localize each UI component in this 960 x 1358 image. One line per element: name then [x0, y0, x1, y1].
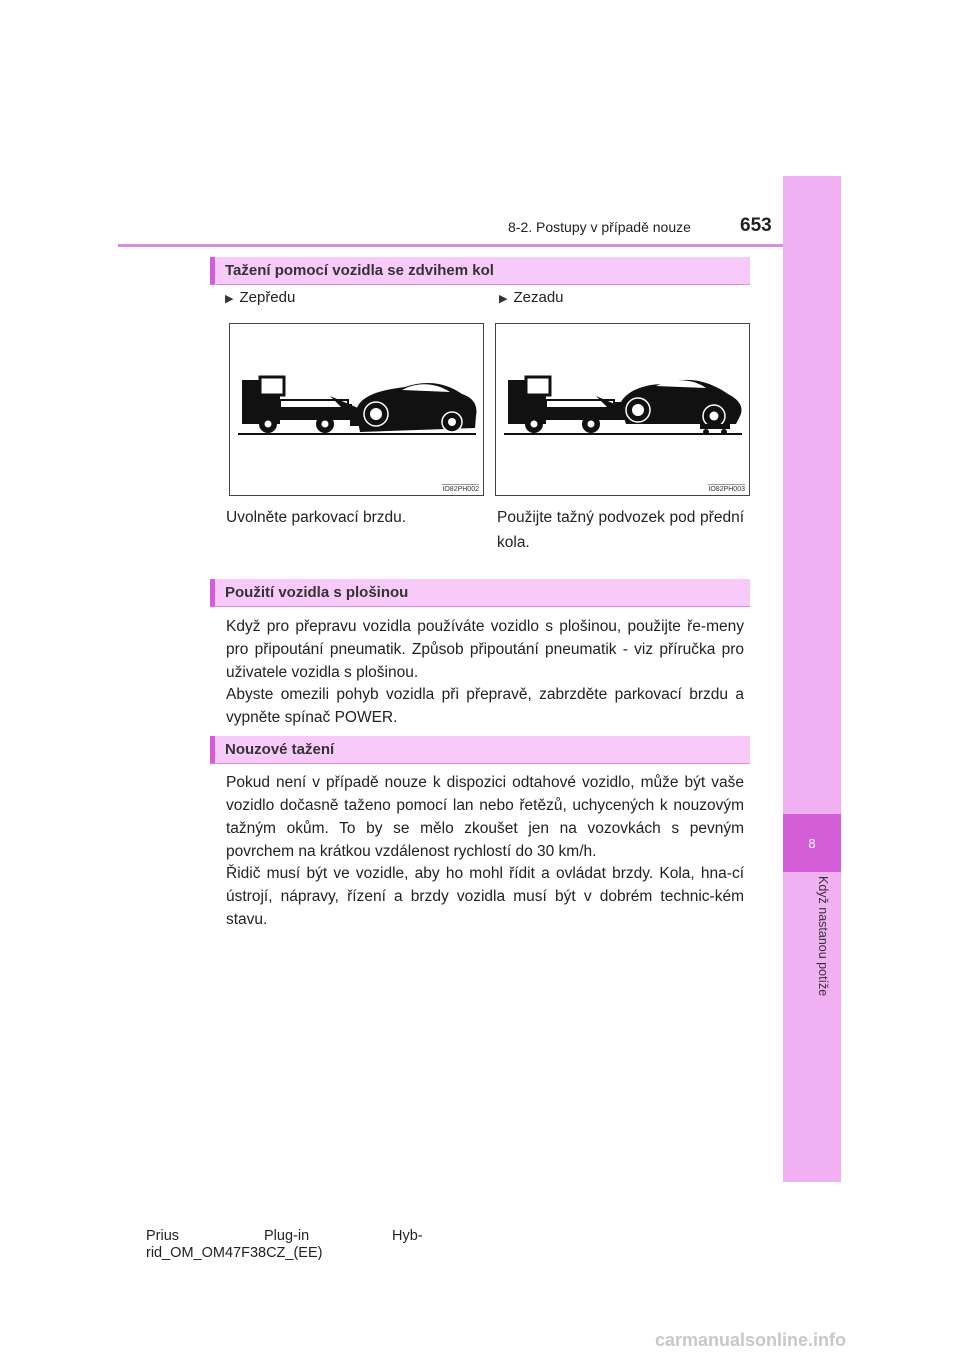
figure-label-text: Zezadu [513, 289, 564, 306]
page-number: 653 [740, 215, 772, 236]
tow-truck-front-illustration [230, 324, 483, 495]
section-heading-wheel-lift [210, 257, 750, 285]
figure-caption-front: Uvolněte parkovací brzdu. [226, 509, 407, 526]
chapter-side-tab [783, 176, 841, 1182]
chapter-number-box [783, 814, 841, 872]
figure-caption-rear: Použijte tažný podvozek pod přední kola. [497, 509, 744, 551]
footer-word: rid_OM_OM47F38CZ_(EE) [146, 1245, 323, 1261]
figure-label-rear [499, 289, 564, 306]
figure-code: IO82PH003 [708, 486, 745, 493]
paragraph-emergency-driver: Řidič musí být ve vozidle, aby ho mohl řídit a ovládat brzdy. Kola, hna-cí ústrojí, nápravy, řízení a brzdy vozidla musí být v dobrém technic-kém stavu. [226, 865, 744, 928]
section-heading-text: Tažení pomocí vozidla se zdvihem kol [225, 262, 494, 279]
footer-word: Hyb- [392, 1228, 423, 1244]
figure-label-front [225, 289, 295, 306]
paragraph-flatbed-straps: Když pro přepravu vozidla používáte vozidlo s plošinou, použijte ře-meny pro připoutání pneumatik. Způsob připoutání pneumatik - viz příručka pro uživatele vozidla s plošinou. [226, 618, 744, 681]
header-rule [118, 244, 783, 247]
footer-word: Prius [146, 1228, 180, 1244]
triangle-bullet-icon: ▶ [499, 293, 508, 305]
watermark: carmanualsonline.info [655, 1330, 847, 1350]
figure-code: IO82PH002 [442, 486, 479, 493]
figure-label-text: Zepředu [239, 289, 296, 306]
figure-tow-rear [495, 323, 750, 496]
paragraph-flatbed-brake: Abyste omezili pohyb vozidla při přepravě, zabrzděte parkovací brzdu a vypněte spínač POWER. [226, 686, 744, 726]
chapter-number: 8 [808, 835, 816, 851]
chapter-title: Když nastanou potíže [816, 876, 830, 997]
running-header-section: 8-2. Postupy v případě nouze [508, 219, 691, 235]
footer-word: Plug-in [264, 1228, 310, 1244]
section-heading-emergency [210, 736, 750, 764]
tow-truck-rear-illustration [496, 324, 749, 495]
section-heading-flatbed [210, 579, 750, 607]
figure-tow-front [229, 323, 484, 496]
section-heading-text: Nouzové tažení [225, 741, 335, 758]
section-heading-text: Použití vozidla s plošinou [225, 584, 409, 601]
paragraph-emergency-towing: Pokud není v případě nouze k dispozici odtahové vozidlo, může být vaše vozidlo dočasně taženo pomocí lan nebo řetězů, uchycených k nouzovým tažným okům. To by se mělo zkoušet jen na vozovkách s pevným povrchem na krátkou vzdálenost rychlostí do 30 km/h. [226, 774, 744, 860]
triangle-bullet-icon: ▶ [225, 293, 234, 305]
